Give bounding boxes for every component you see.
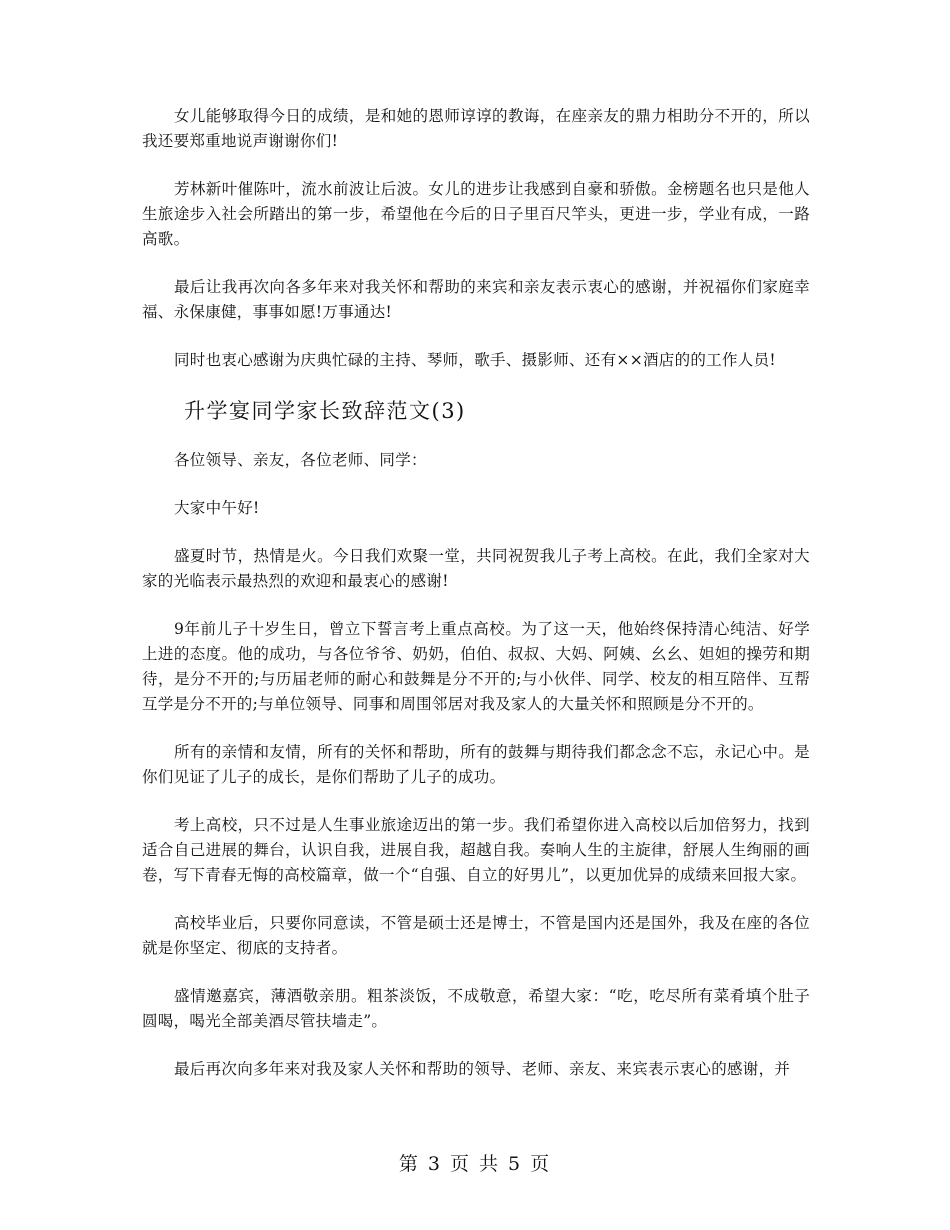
paragraph: 盛情邀嘉宾，薄酒敬亲朋。粗茶淡饭，不成敬意，希望大家：“吃，吃尽所有菜肴填个肚子圆喝，喝光全部美酒尽管扶墙走”。: [142, 987, 810, 1030]
section-heading: 升学宴同学家长致辞范文(3): [184, 399, 466, 423]
salutation: 各位领导、亲友，各位老师、同学：: [174, 451, 427, 469]
paragraph: 同时也衷心感谢为庆典忙碌的主持、琴师，歌手、摄影师、还有××酒店的的工作人员!: [174, 351, 776, 369]
page-number-footer: 第 3 页 共 5 页: [398, 1153, 552, 1175]
paragraph: 所有的亲情和友情，所有的关怀和帮助，所有的鼓舞与期待我们都念念不忘，永记心中。是你们见证了儿子的成长，是你们帮助了儿子的成功。: [142, 743, 810, 786]
paragraph: 盛夏时节，热情是火。今日我们欢聚一堂，共同祝贺我儿子考上高校。在此，我们全家对大家的光临表示最热烈的欢迎和最衷心的感谢!: [142, 547, 810, 590]
paragraph: 9年前儿子十岁生日，曾立下誓言考上重点高校。为了这一天，他始终保持清心纯洁、好学上进的态度。他的成功，与各位爷爷、奶奶，伯伯、叔叔、大妈、阿姨、幺幺、妲妲的操劳和期待，是分不开的;与历届老师的耐心和鼓舞是分不开的;与小伙伴、同学、校友的相互陪伴、互帮互学是分不开的;与单位领导、同事和周围邻居对我及家人的大量关怀和照顾是分不开的。: [142, 620, 810, 713]
document-body: [142, 104, 810, 1105]
greeting: 大家中午好!: [174, 499, 260, 517]
paragraph: 芳林新叶催陈叶，流水前波让后波。女儿的进步让我感到自豪和骄傲。金榜题名也只是他人生旅途步入社会所踏出的第一步，希望他在今后的日子里百尺竿头，更进一步，学业有成，一路高歌。: [142, 180, 810, 248]
paragraph: 考上高校，只不过是人生事业旅途迈出的第一步。我们希望你进入高校以后加倍努力，找到适合自己进展的舞台，认识自我，进展自我，超越自我。奏响人生的主旋律，舒展人生绚丽的画卷，写下青春无悔的高校篇章，做一个“自强、自立的好男儿”，以更加优异的成绩来回报大家。: [142, 816, 810, 884]
paragraph: 高校毕业后，只要你同意读，不管是硕士还是博士，不管是国内还是国外，我及在座的各位就是你坚定、彻底的支持者。: [142, 914, 810, 957]
paragraph: 女儿能够取得今日的成绩，是和她的恩师谆谆的教诲，在座亲友的鼎力相助分不开的，所以我还要郑重地说声谢谢你们!: [142, 107, 810, 150]
paragraph: 最后再次向多年来对我及家人关怀和帮助的领导、老师、亲友、来宾表示衷心的感谢，并: [174, 1060, 791, 1078]
paragraph: 最后让我再次向各多年来对我关怀和帮助的来宾和亲友表示衷心的感谢，并祝福你们家庭幸福、永保康健，事事如愿!万事通达!: [142, 278, 810, 321]
